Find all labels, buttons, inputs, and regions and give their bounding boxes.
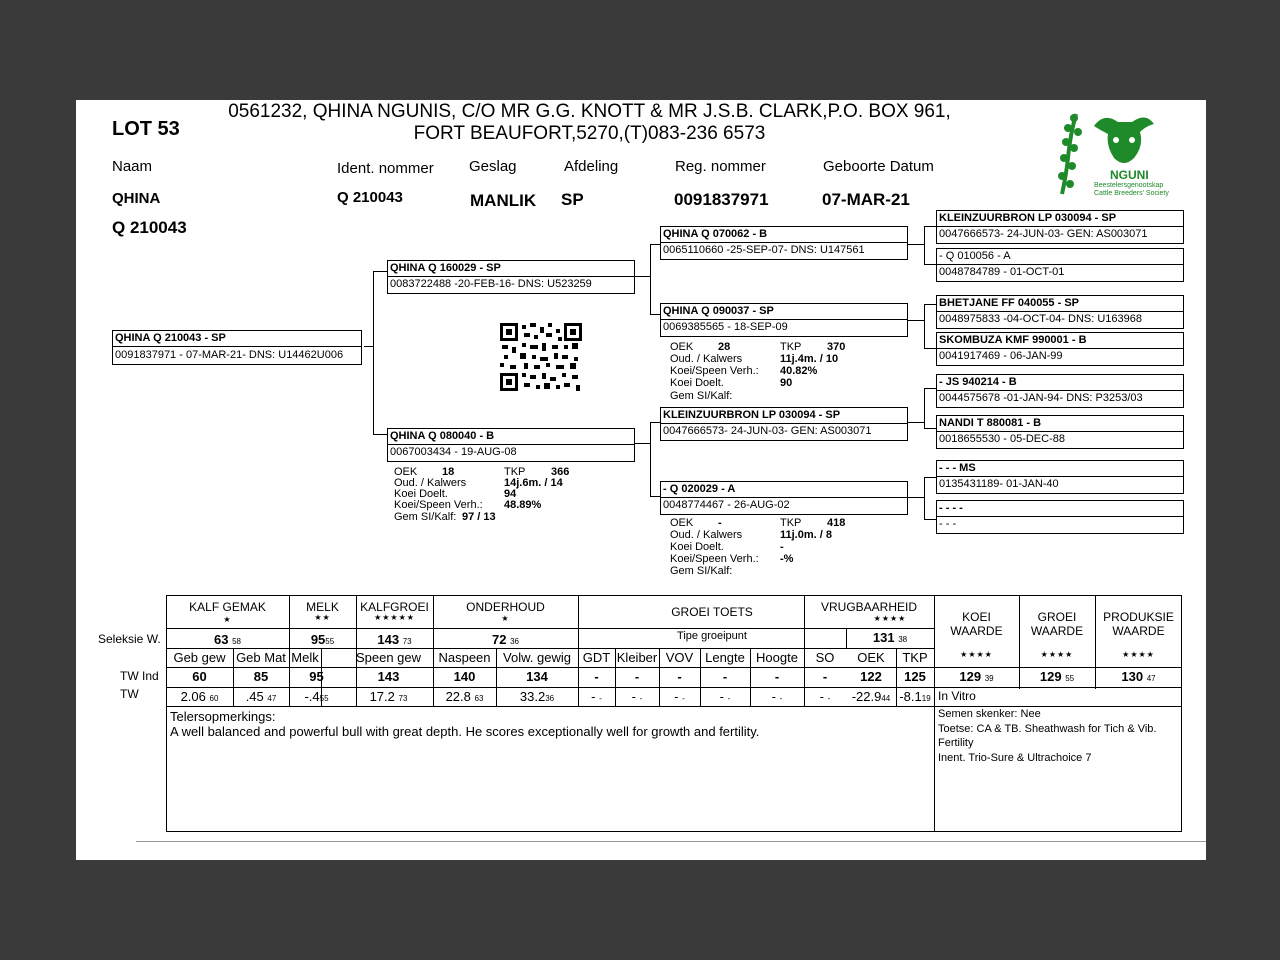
breeder-address: 0561232, QHINA NGUNIS, C/O MR G.G. KNOTT & MR J.S.B. CLARK,P.O. BOX 961, FORT BEAUFORT,5270,(T)083-236 6573: [228, 101, 951, 144]
tw-ind-value: 85: [253, 669, 269, 684]
remarks-text: A well balanced and powerful bull with great depth. He scores exceptionally well for growth and fertility.: [170, 724, 760, 739]
tw-value: - -: [719, 689, 731, 704]
groei-waarde-value: 129 55: [1039, 669, 1075, 684]
pedigree-ss: QHINA Q 070062 - B 0065110660 -25-SEP-07- DNS: U147561: [660, 226, 908, 260]
row-label-seleksie: Seleksie W.: [98, 632, 161, 646]
pedigree-dds: - - - MS 0135431189- 01-JAN-40: [936, 460, 1184, 494]
pedigree-sdd: SKOMBUZA KMF 990001 - B 0041917469 - 06-JAN-99: [936, 332, 1184, 366]
pedigree-ds: KLEINZUURBRON LP 030094 - SP 0047666573- 24-JUN-03- GEN: AS003071: [660, 407, 908, 441]
label-ident: Ident. nommer: [337, 160, 434, 177]
animal-section: SP: [561, 190, 584, 209]
label-naam: Naam: [112, 158, 153, 175]
seleksie-kalfgroei: 143 73: [377, 632, 412, 647]
tw-value: - -: [819, 689, 831, 704]
tw-value: 33.236: [519, 689, 555, 704]
col-gdt: GDT: [582, 650, 611, 665]
animal-id-line: Q 210043: [112, 218, 187, 237]
remarks-label: Telersopmerkings:: [170, 709, 276, 724]
seleksie-kalf: 63 58: [214, 632, 241, 647]
col-tkp: TKP: [902, 650, 928, 665]
lot-number: LOT 53: [112, 118, 180, 140]
header-vrugbaarheid: VRUGBAARHEID: [820, 600, 918, 614]
tw-ind-value: -: [822, 669, 828, 684]
stars-groei: ★★★★: [1040, 650, 1074, 659]
header-kalf-gemak: KALF GEMAK: [189, 600, 266, 614]
pedigree-sss: KLEINZUURBRON LP 030094 - SP 0047666573- 24-JUN-03- GEN: AS003071: [936, 210, 1184, 244]
tw-value: 17.2 73: [369, 689, 408, 704]
koei-waarde-value: 129 39: [959, 669, 994, 684]
col-geb-gew: Geb gew: [173, 650, 226, 665]
tw-value: 2.06 60: [180, 689, 219, 704]
header-melk: MELK: [306, 600, 339, 614]
seleksie-onderhoud: 72 36: [492, 632, 519, 647]
pedigree-ssd: - Q 010056 - A 0048784789 - 01-OCT-01: [936, 248, 1184, 282]
header-kalfgroei: KALFGROEI: [360, 600, 429, 614]
col-hoogte: Hoogte: [756, 650, 798, 665]
tw-value: -22.944: [851, 689, 891, 704]
pedigree-dam: QHINA Q 080040 - B 0067003434 - 19-AUG-08: [387, 428, 635, 462]
seleksie-vrug: 131 38: [872, 630, 908, 645]
header-koei-waarde: KOEI WAARDE: [950, 610, 1003, 638]
animal-ident: Q 210043: [337, 189, 403, 206]
tw-ind-value: 95: [309, 669, 324, 684]
pedigree-sire: QHINA Q 160029 - SP 0083722488 -20-FEB-16- DNS: U523259: [387, 260, 635, 294]
tw-value: 22.8 63: [445, 689, 484, 704]
tw-ind-value: -: [634, 669, 640, 684]
header-tipe-groeipunt: Tipe groeipunt: [677, 630, 747, 642]
pedigree-sd: QHINA Q 090037 - SP 0069385565 - 18-SEP-09: [660, 303, 908, 337]
col-melk: Melk: [291, 650, 319, 665]
animal-name: QHINA: [112, 190, 161, 207]
seleksie-melk: 9555: [310, 632, 335, 647]
animal-dob: 07-MAR-21: [822, 190, 910, 209]
toetse: Toetse: CA & TB. Sheathwash for Tich & Vib. Fertility: [938, 723, 1157, 749]
stars-vrugbaarheid: ★★★★: [873, 614, 907, 623]
col-naspeen: Naspeen: [438, 650, 491, 665]
tw-ind-value: -: [774, 669, 780, 684]
col-geb-mat: Geb Mat: [236, 650, 286, 665]
label-geslag: Geslag: [469, 158, 517, 175]
semen-skenker: Semen skenker: Nee: [938, 708, 1041, 720]
tw-value: -.455: [304, 689, 329, 704]
animal-reg: 0091837971: [674, 190, 769, 209]
tw-ind-value: -: [722, 669, 728, 684]
tw-ind-value: 125: [904, 669, 926, 684]
tw-ind-value: -: [594, 669, 599, 684]
tw-ind-value: 140: [453, 669, 476, 684]
header-groei-toets: GROEI TOETS: [671, 605, 753, 619]
tw-value: - -: [631, 689, 643, 704]
tw-ind-value: 122: [860, 669, 882, 684]
row-label-tw: TW: [120, 687, 139, 701]
tw-ind-value: 134: [526, 669, 548, 684]
stars-onderhoud: ★: [501, 614, 510, 623]
tw-value: - -: [771, 689, 783, 704]
stars-produksie: ★★★★: [1122, 650, 1155, 659]
header-produksie-waarde: PRODUKSIE WAARDE: [1103, 610, 1174, 638]
col-so: SO: [815, 650, 835, 665]
tw-ind-value: -: [677, 669, 682, 684]
col-vov: VOV: [665, 650, 694, 665]
pedigree-dd: - Q 020029 - A 0048774467 - 26-AUG-02: [660, 481, 908, 515]
footer-divider: [136, 841, 1206, 842]
nguni-logo: NGUNI Beestelersgenootskap Cattle Breeders' Society: [1054, 106, 1166, 202]
tw-value: -8.119: [899, 689, 931, 704]
col-lengte: Lengte: [705, 650, 745, 665]
row-label-tw-ind: TW Ind: [120, 669, 159, 683]
pedigree-sds: BHETJANE FF 040055 - SP 0048975833 -04-OCT-04- DNS: U163968: [936, 295, 1184, 329]
col-oek: OEK: [857, 650, 885, 665]
inenting: Inent. Trio-Sure & Ultrachoice 7: [938, 752, 1092, 764]
lot-sheet: LOT 53 0561232, QHINA NGUNIS, C/O MR G.G. KNOTT & MR J.S.B. CLARK,P.O. BOX 961, FORT BEAUFORT,5270,(T)083-236 6573 NGUNI Beestelersgenootskap Cattle Breeders' Society Naam Ident. nommer Geslag Afdeling Reg. nommer Geboorte Datum QHINA Q 210043 MANLIK SP 0091837971 07-MAR-21 Q 210043 QHINA Q 210043 - SP 0091837971 - 07-MAR-21- DNS: U14462U006 QHINA Q 160029 - SP 0083722488 -20-FEB-16- DNS: U523259 QHINA Q 080040 - B 0067003434 - 19-AUG-08 OEK 18 TKP 366 Oud. / Kalwers 14j.6m. / 14 Koei Doelt. 94 Koei/Speen Verh.: 48.89% Gem SI/Kalf: 97 / 13 QHINA Q 070062 - B 0065110660 -25-SEP-07- DNS: U147561 QHINA Q 090037 - SP 0069385565 - 18-SEP-09 OEK 28 TKP 370 Oud. / Kalwers 11j.4m. / 10 Koei/Speen Verh.: 40.82% Koei Doelt. 90 Gem SI/Kalf: KLEINZUURBRON LP 030094 - SP 0047666573- 24-JUN-03- GEN: AS003071 - Q 020029 - A 0048774467 - 26-AUG-02 OEK - TKP 418 Oud. / Kalwers 11j.0m. / 8 Koei Doelt. - Koei/Speen Verh.: -% Gem SI/Kalf: KLEINZUURBRON LP 030094 - SP 0047666573- 24-JUN-03- GEN: AS003071 - Q 010056 - A 0048784789 - 01-OCT-01 BHETJANE FF 040055 - SP 0048975833 -04-OCT-04- DNS: U163968 SKOMBUZA KMF 990001 - B 0041917469 - 06-JAN-99 - JS 940214 - B 0044575678 -01-JAN-94- DNS: P3253/03 NANDI T 880081 - B 0018655530 - 05-DEC-88 - - - MS 0135431189- 01-JAN-40 - - - - - - - KALF GEMAK ★ MELK ★★ KALFGROEI ★★★★★ ONDERHOUD ★ GROEI TOETS VRUGBAARHEID ★★★★ KOEI WAARDE GROEI WAARDE PRODUKSIE WAARDE Tipe groeipunt Seleksie W. TW Ind TW 63 58 9555 143 73 72 36 131 38 ★★★★ ★★★★ ★★★★ Geb gew Geb Mat Melk Speen gew Naspeen Volw. gewig GDT Kleiber VOV Lengte Hoogte SO OEK TKP 60 85 95 143 140 134 - - - - - - 122 125 129 39 129 55 130 47 2.06 60 .45 47 -.455 17.2 73 22.8 63 33.236 - - - - - - - - - - - - -22.944 -8.119 In Vitro Telersopmerkings: A well balanced and powerful bull with great depth. He scores exceptionally well for growth and fertility. Semen skenker: Nee Toetse: CA & TB. Sheathwash for Tich & Vib. Fertility Inent. Trio-Sure & Ultrachoice 7: [76, 100, 1206, 860]
pedigree-self: QHINA Q 210043 - SP 0091837971 - 07-MAR-21- DNS: U14462U006: [112, 330, 362, 365]
tw-value: - -: [591, 689, 602, 704]
tw-ind-value: 60: [192, 669, 207, 684]
in-vitro: In Vitro: [938, 689, 976, 703]
stars-kalfgroei: ★★★★★: [374, 613, 415, 622]
produksie-waarde-value: 130 47: [1121, 669, 1156, 684]
col-speen-gew: Speen gew: [355, 650, 422, 665]
tw-ind-value: 143: [377, 669, 400, 684]
animal-sex: MANLIK: [470, 191, 537, 210]
tw-value: .45 47: [245, 689, 277, 704]
stars-koei: ★★★★: [960, 650, 993, 659]
label-afdeling: Afdeling: [564, 158, 619, 175]
header-groei-waarde: GROEI WAARDE: [1030, 610, 1084, 638]
header-onderhoud: ONDERHOUD: [466, 600, 545, 614]
stars-melk: ★★: [314, 613, 331, 622]
label-geboorte: Geboorte Datum: [823, 158, 934, 175]
pedigree-dsd: NANDI T 880081 - B 0018655530 - 05-DEC-88: [936, 415, 1184, 449]
tw-value: - -: [674, 689, 685, 704]
label-reg: Reg. nommer: [675, 158, 766, 175]
pedigree-dss: - JS 940214 - B 0044575678 -01-JAN-94- DNS: P3253/03: [936, 374, 1184, 408]
col-volw-gewig: Volw. gewig: [503, 650, 571, 665]
pedigree-ddd: - - - - - - -: [936, 500, 1184, 534]
qr-code-icon: [500, 323, 582, 391]
col-kleiber: Kleiber: [616, 650, 658, 665]
stars-kalf-gemak: ★: [223, 615, 232, 624]
